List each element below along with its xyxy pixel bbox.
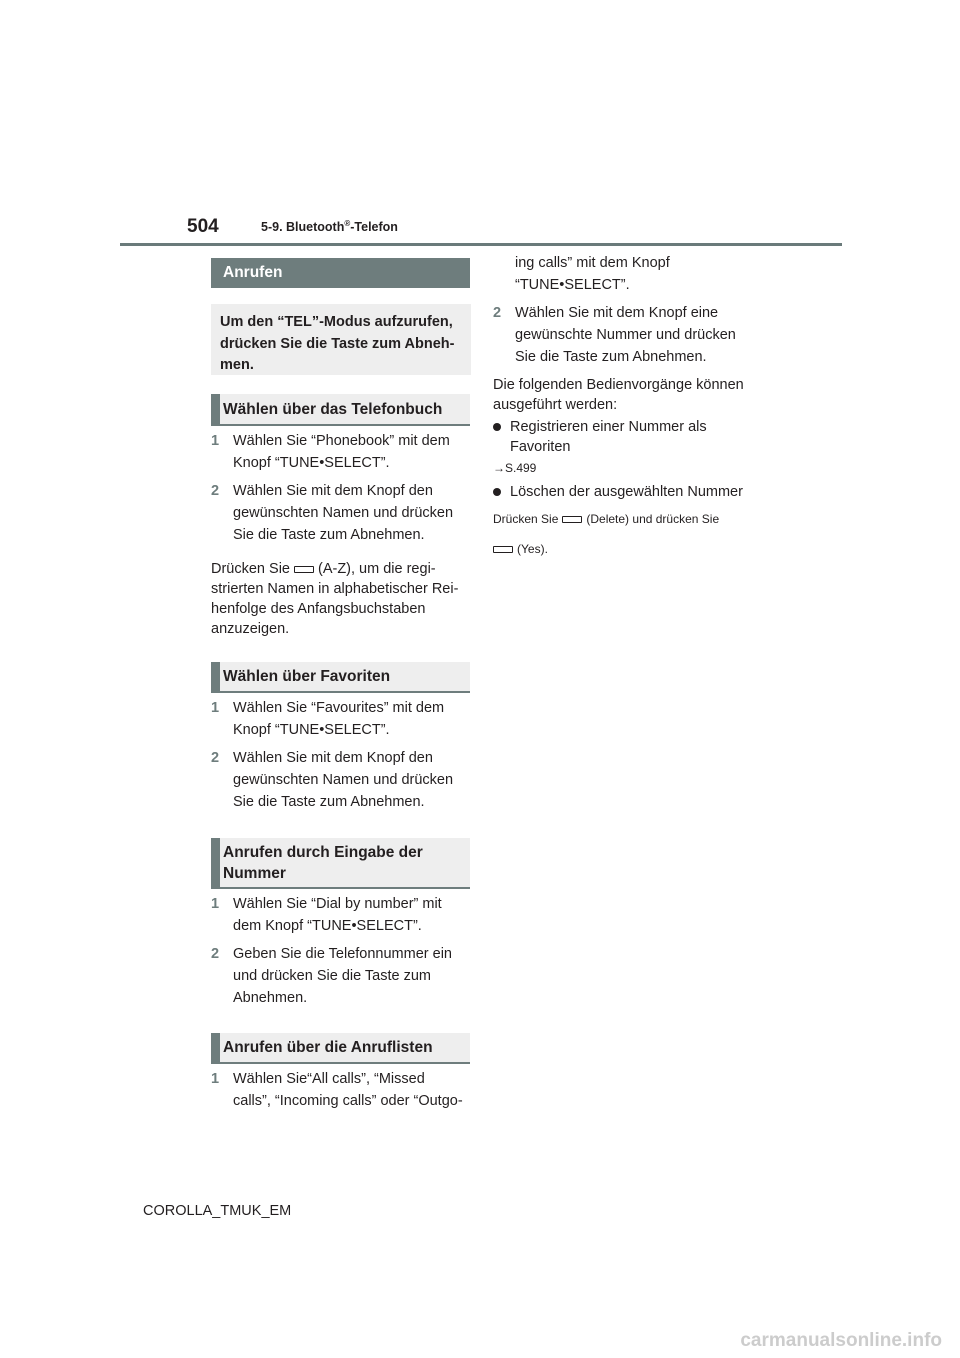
button-icon bbox=[562, 516, 582, 523]
note-before: Drücken Sie bbox=[211, 561, 290, 577]
dial-step-2 bbox=[211, 943, 461, 1009]
section-title-favorites: Wählen über Favoriten bbox=[211, 662, 470, 693]
step-number: 2 bbox=[211, 946, 220, 962]
page-reference: →S.499 bbox=[493, 461, 537, 475]
header-rule bbox=[120, 243, 842, 246]
delete-instruction-line2 bbox=[493, 542, 753, 556]
step-text: Wählen Sie “Dial by number” mit dem Knopf “TUNE•SELECT”. bbox=[233, 896, 442, 934]
bullet-dot bbox=[493, 488, 501, 496]
step-text: Wählen Sie mit dem Knopf den gewünschten Namen und drücken Sie die Taste zum Abnehmen. bbox=[233, 483, 454, 543]
delete-middle: (Delete) und drücken Sie bbox=[586, 512, 720, 526]
step-number: 1 bbox=[211, 433, 220, 449]
button-icon bbox=[294, 566, 314, 573]
step-number: 2 bbox=[211, 483, 220, 499]
chapter-title bbox=[261, 219, 398, 234]
bullet-text: Registrieren einer Nummer als Favoriten bbox=[510, 419, 707, 455]
delete-after: (Yes). bbox=[517, 542, 548, 556]
step-text-part2: ing calls” mit dem Knopf “TUNE•SELECT”. bbox=[515, 255, 670, 293]
step-number: 2 bbox=[493, 305, 502, 321]
page-number: 504 bbox=[187, 216, 219, 237]
calllists-step-1-continued bbox=[493, 252, 753, 296]
section-title-phonebook: Wählen über das Telefonbuch bbox=[211, 394, 470, 426]
delete-instruction-line1 bbox=[493, 512, 753, 526]
bullet-register-favorite bbox=[493, 417, 743, 457]
note-after: (A-Z), um die regi-strierten Namen in alphabetischer Rei-henfolge des Anfangsbuchstaben anzuzeigen. bbox=[211, 561, 459, 637]
footer-model: COROLLA_TMUK_EM bbox=[143, 1203, 292, 1219]
step-text: Wählen Sie “Phonebook” mit dem Knopf “TUNE•SELECT”. bbox=[233, 433, 450, 471]
phonebook-note bbox=[211, 559, 463, 639]
step-number: 1 bbox=[211, 1071, 220, 1087]
bullet-delete-number bbox=[493, 482, 763, 502]
step-text: Wählen Sie mit dem Knopf eine gewünschte Nummer und drücken Sie die Taste zum Abnehmen. bbox=[515, 305, 736, 365]
watermark: carmanualsonline.info bbox=[740, 1330, 942, 1351]
delete-before: Drücken Sie bbox=[493, 512, 559, 526]
bullet-dot bbox=[493, 423, 501, 431]
chapter-suffix: -Telefon bbox=[350, 220, 398, 235]
step-number: 1 bbox=[211, 700, 220, 716]
step-text: Geben Sie die Telefonnummer ein und drücken Sie die Taste zum Abnehmen. bbox=[233, 946, 452, 1006]
section-title-calllists: Anrufen über die Anruflisten bbox=[211, 1033, 470, 1064]
step-text-part1: Wählen Sie“All calls”, “Missed calls”, “Incoming calls” oder “Outgo- bbox=[233, 1071, 463, 1109]
step-number: 1 bbox=[211, 896, 220, 912]
step-number: 2 bbox=[211, 750, 220, 766]
bullet-text: Löschen der ausgewählten Nummer bbox=[510, 484, 743, 500]
step-text: Wählen Sie “Favourites” mit dem Knopf “TUNE•SELECT”. bbox=[233, 700, 445, 738]
calllists-step-2 bbox=[493, 302, 753, 368]
intro-box: Um den “TEL”-Modus aufzurufen, drücken Sie die Taste zum Abneh-men. bbox=[211, 304, 471, 375]
step-text: Wählen Sie mit dem Knopf den gewünschten Namen und drücken Sie die Taste zum Abnehmen. bbox=[233, 750, 454, 810]
dial-step-1 bbox=[211, 893, 461, 937]
registered-mark: ® bbox=[344, 219, 351, 228]
phonebook-step-1 bbox=[211, 430, 461, 474]
section-title-dial: Anrufen durch Eingabe der Nummer bbox=[211, 838, 470, 889]
favorites-step-2 bbox=[211, 747, 461, 813]
calllists-step-1 bbox=[211, 1068, 466, 1112]
chapter-prefix: 5-9. Bluetooth bbox=[261, 220, 345, 235]
button-icon bbox=[493, 546, 513, 553]
section-title-anrufen: Anrufen bbox=[211, 258, 470, 288]
phonebook-step-2 bbox=[211, 480, 461, 546]
favorites-step-1 bbox=[211, 697, 461, 741]
operations-intro: Die folgenden Bedienvorgänge können ausgeführt werden: bbox=[493, 377, 744, 413]
